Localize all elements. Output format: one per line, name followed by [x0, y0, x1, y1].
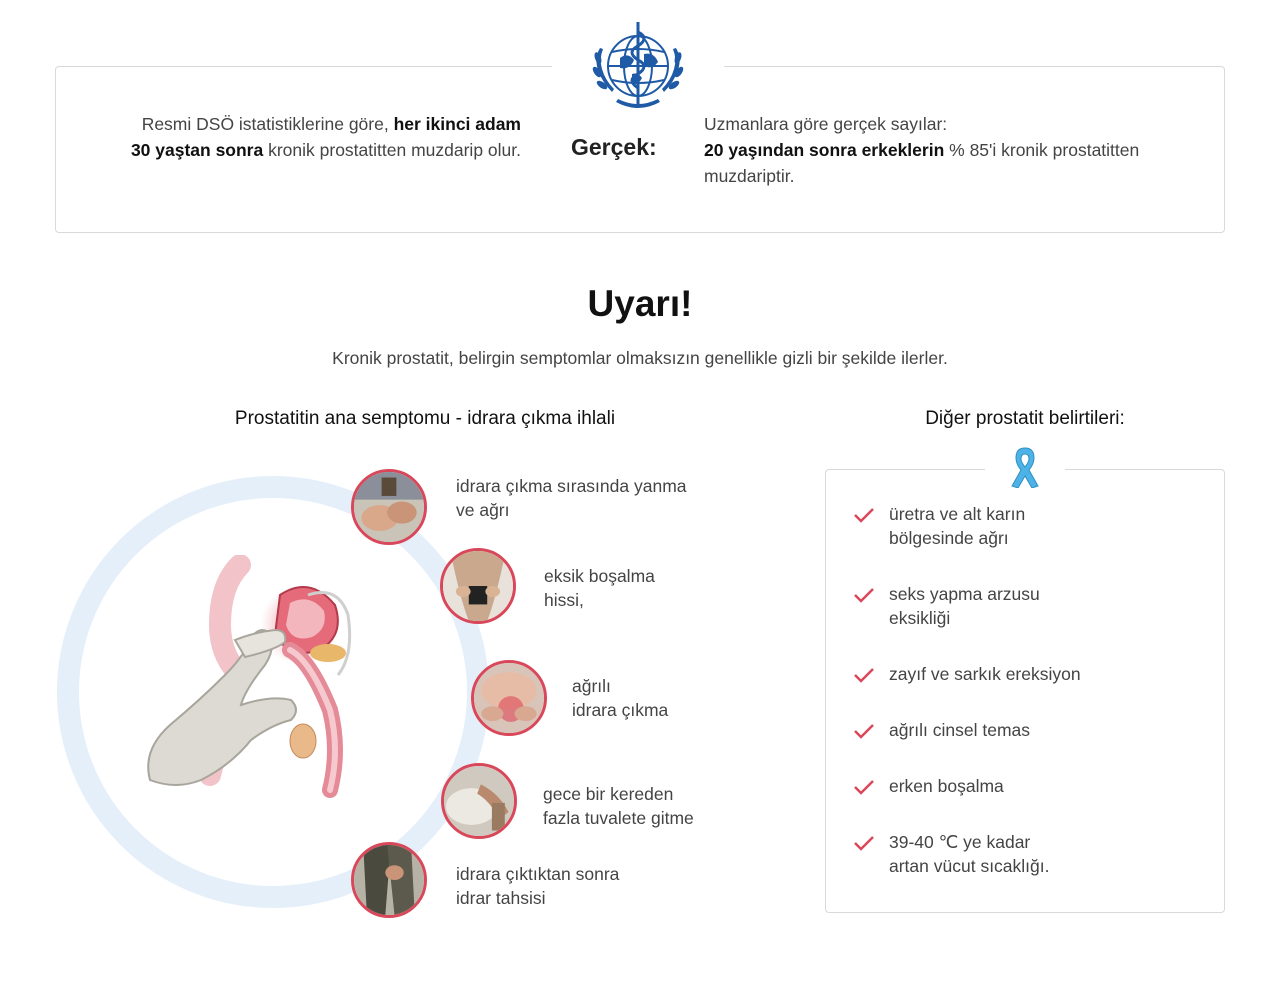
main-symptom-title: Prostatitin ana semptomu - idrara çıkma ihlali [234, 408, 616, 429]
check-icon [853, 586, 875, 604]
other-sign-text: ağrılı cinsel temas [889, 720, 1031, 740]
symptom-text-burning: idrara çıkma sırasında yanma ve ağrı [456, 476, 687, 520]
symptom-thumb-night [441, 763, 517, 839]
check-icon [853, 834, 875, 852]
warning-subtitle: Kronik prostatit, belirgin semptomlar olmaksızın genellikle gizli bir şekilde ilerler. [332, 348, 948, 368]
check-icon [853, 778, 875, 796]
anatomy-illustration [140, 555, 380, 805]
other-sign-text: zayıf ve sarkık ereksiyon [889, 664, 1081, 684]
symptom-thumb-burning [351, 469, 427, 545]
fact-official-statement: Resmi DSÖ istatistiklerine göre, her ikinci adam 30 yaştan sonra kronik prostatitten muzdarip olur. [130, 114, 521, 160]
fact-label: Gerçek: [571, 134, 657, 160]
other-sign-text: üretra ve alt karın bölgesinde ağrı [889, 504, 1026, 548]
who-logo-icon [586, 18, 690, 118]
symptom-thumb-leakage [351, 842, 427, 918]
symptom-thumb-painful [471, 660, 547, 736]
fact-expert-statement: Uzmanlara göre gerçek sayılar: 20 yaşından sonra erkeklerin % 85'i kronik prostatitten muzdariptir. [704, 114, 1140, 186]
other-sign-text: 39-40 ℃ ye kadar artan vücut sıcaklığı. [889, 832, 1050, 876]
symptom-thumb-incomplete [440, 548, 516, 624]
check-icon [853, 506, 875, 524]
symptom-text-incomplete: eksik boşalma hissi, [544, 566, 655, 610]
awareness-ribbon-icon [1008, 444, 1042, 488]
other-sign-text: erken boşalma [889, 776, 1004, 796]
symptom-text-night: gece bir kereden fazla tuvalete gitme [543, 784, 694, 828]
symptom-text-painful: ağrılı idrara çıkma [572, 676, 669, 720]
other-signs-title: Diğer prostatit belirtileri: [925, 408, 1125, 429]
other-sign-text: seks yapma arzusu eksikliği [889, 584, 1040, 628]
check-icon [853, 666, 875, 684]
warning-title: Uyarı! [587, 283, 693, 324]
check-icon [853, 722, 875, 740]
symptom-text-leakage: idrara çıktıktan sonra idrar tahsisi [456, 864, 620, 908]
